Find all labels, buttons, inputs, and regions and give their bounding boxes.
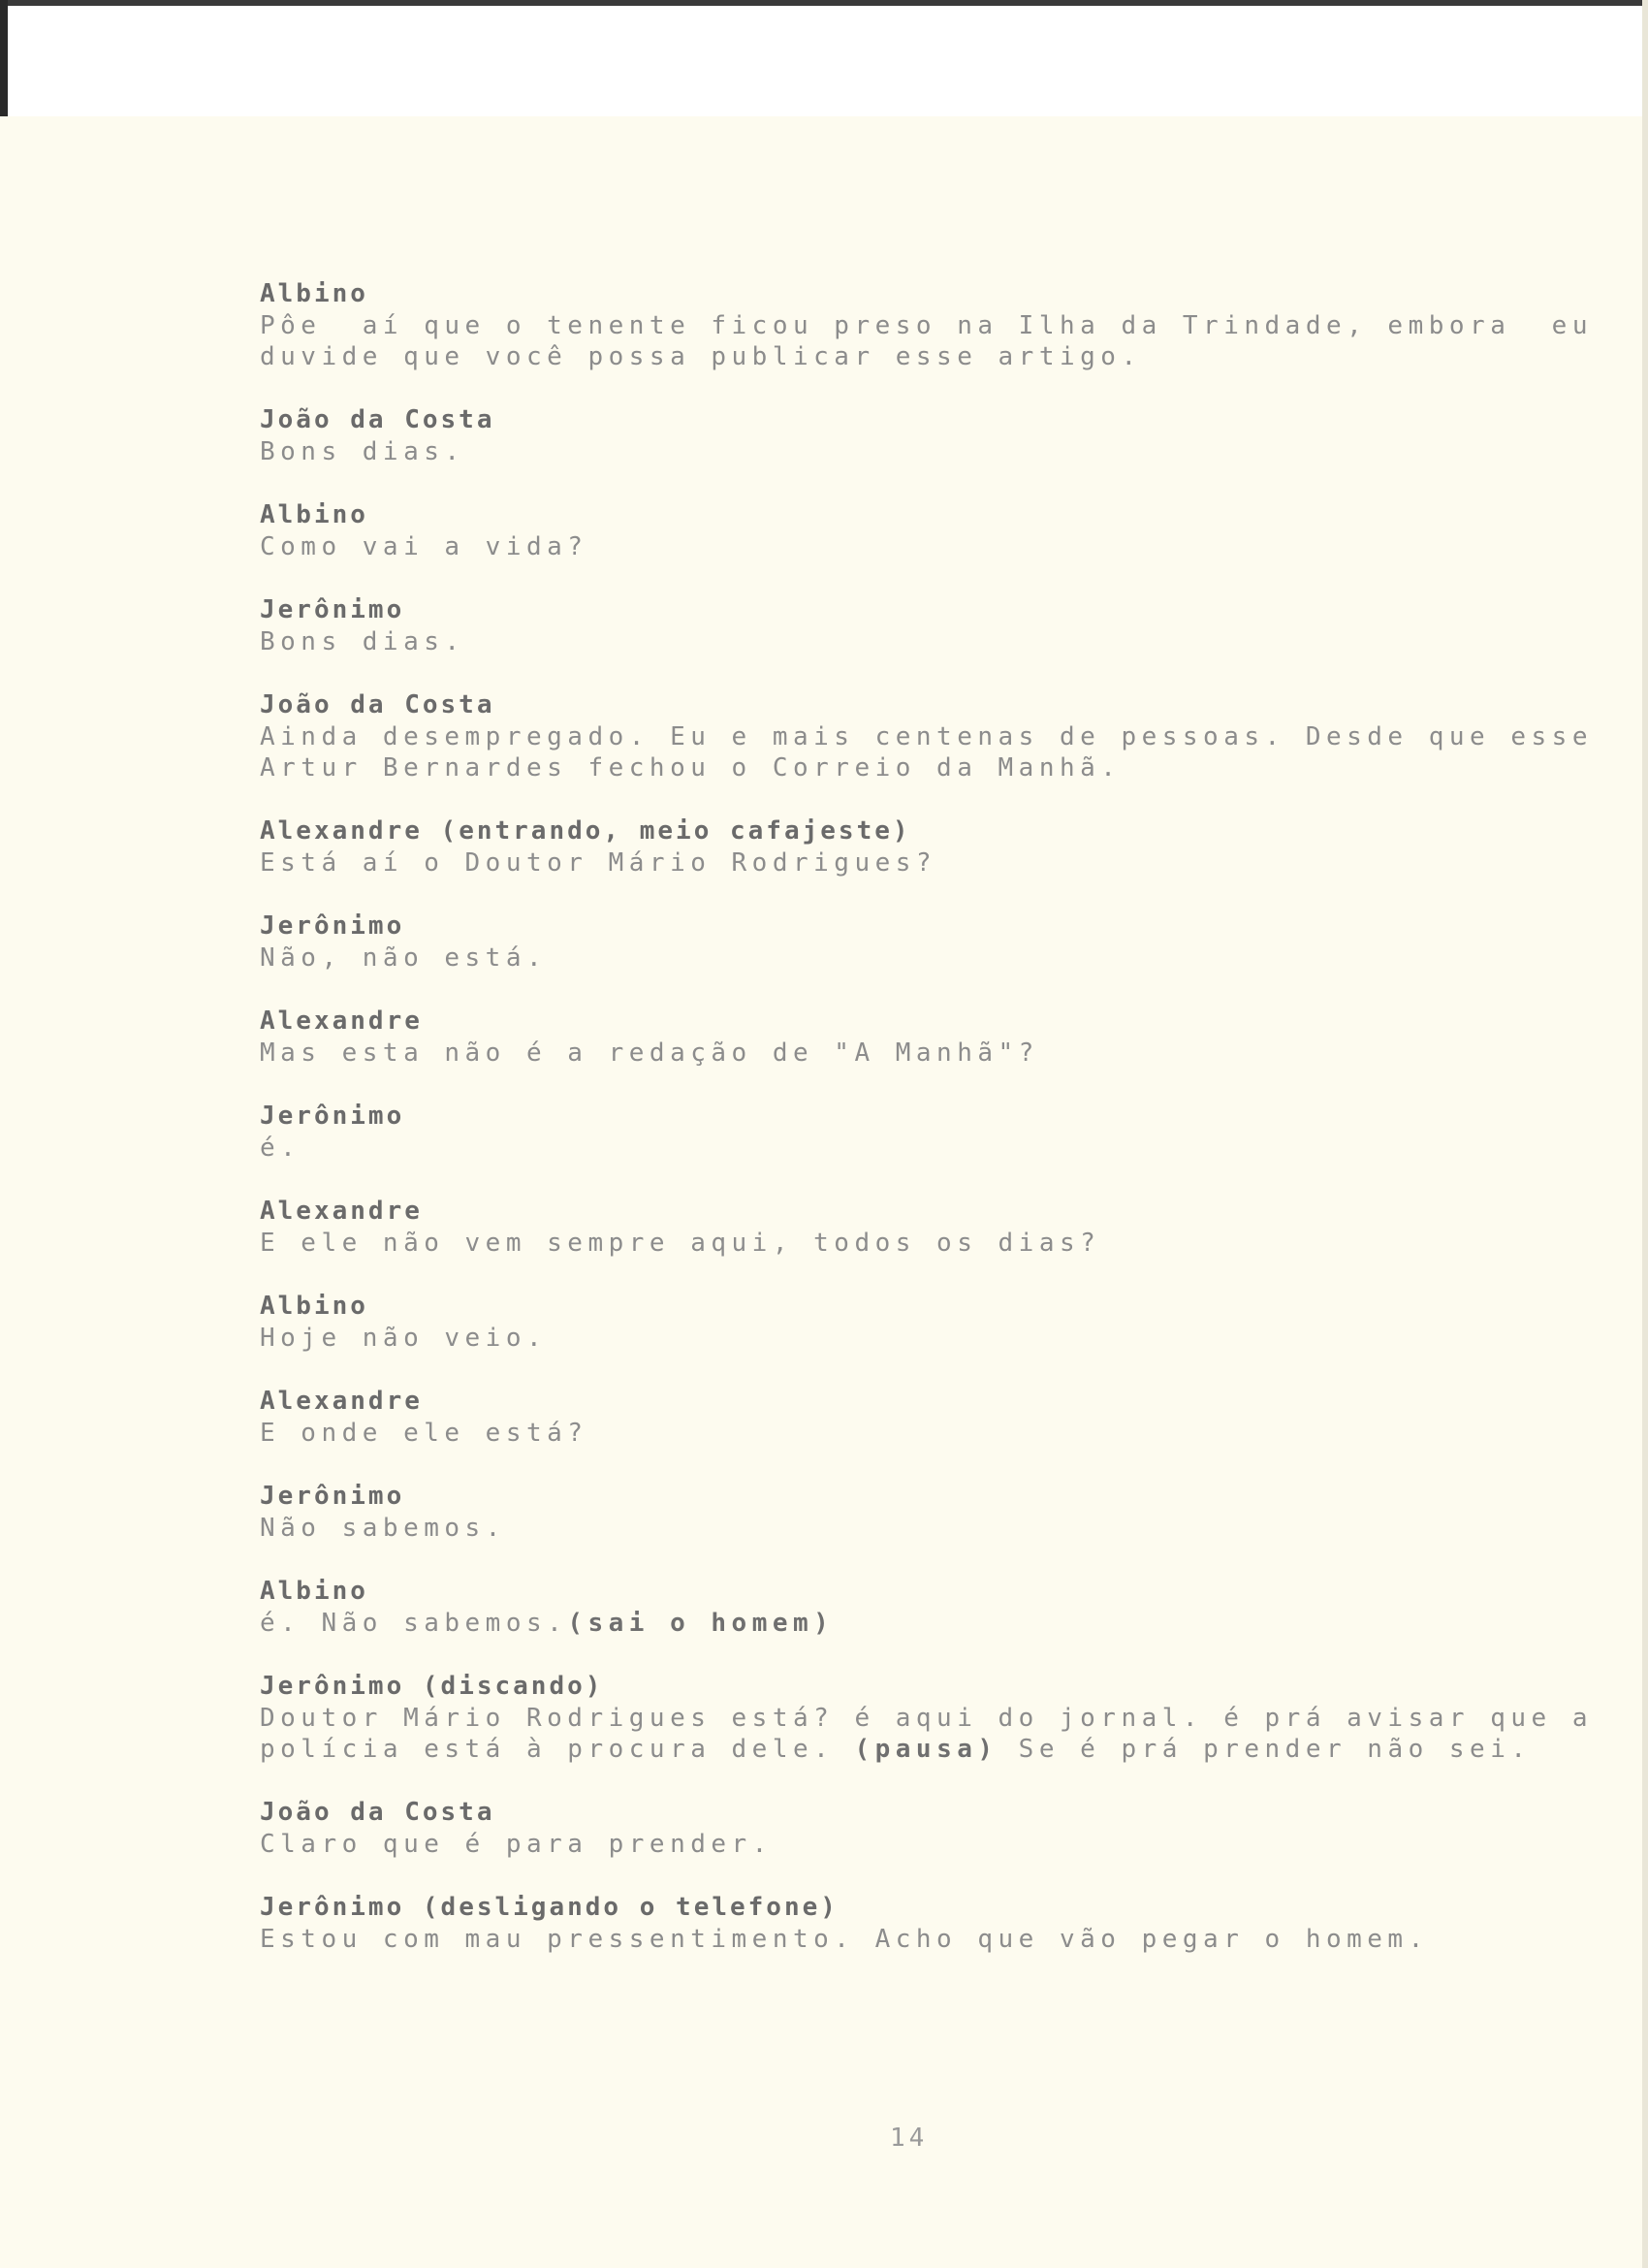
dialogue-line bbox=[260, 341, 1520, 372]
line-text: Claro que é para prender. bbox=[260, 1830, 773, 1859]
dialogue-block bbox=[260, 1796, 1520, 1860]
speaker-name bbox=[260, 1575, 1520, 1608]
speaker-label: Alexandre bbox=[260, 1387, 423, 1416]
speaker-name bbox=[260, 1005, 1520, 1038]
line-text: Hoje não veio. bbox=[260, 1324, 548, 1353]
dialogue-line bbox=[260, 1829, 1520, 1860]
dialogue-block bbox=[260, 910, 1520, 974]
scan-left-strip bbox=[0, 0, 8, 116]
speaker-label: João da Costa bbox=[260, 405, 495, 434]
dialogue-block bbox=[260, 1670, 1593, 1765]
line-text: polícia está à procura dele. bbox=[260, 1735, 855, 1764]
speaker-label: Jerônimo bbox=[260, 1672, 405, 1701]
speaker-name bbox=[260, 1670, 1520, 1703]
speaker-label: João da Costa bbox=[260, 690, 495, 719]
speaker-name bbox=[260, 1100, 1520, 1133]
line-text: Ainda desempregado. Eu e mais centenas de pessoas. Desde que esse bbox=[260, 722, 1593, 751]
dialogue-line bbox=[260, 436, 1520, 467]
page-right-edge bbox=[1642, 0, 1648, 2268]
dialogue-block bbox=[260, 593, 1520, 657]
stage-direction: (desligando o telefone) bbox=[404, 1893, 839, 1922]
line-text: Pôe aí que o tenente ficou preso na Ilha da Trindade, embora eu bbox=[260, 311, 1593, 340]
dialogue-line bbox=[260, 942, 1520, 974]
speaker-name bbox=[260, 1195, 1520, 1228]
speaker-label: Jerônimo bbox=[260, 595, 405, 624]
line-text: Mas esta não é a redação de "A Manhã"? bbox=[260, 1038, 1039, 1068]
speaker-name bbox=[260, 688, 1520, 721]
speaker-label: Albino bbox=[260, 500, 368, 529]
speaker-label: João da Costa bbox=[260, 1798, 495, 1827]
script-dialogue bbox=[260, 277, 1593, 1986]
speaker-label: Albino bbox=[260, 279, 368, 308]
speaker-name bbox=[260, 1891, 1520, 1924]
dialogue-line bbox=[260, 1924, 1520, 1955]
dialogue-block bbox=[260, 1575, 1520, 1639]
speaker-label: Jerônimo bbox=[260, 1482, 405, 1511]
dialogue-line bbox=[260, 721, 1593, 752]
line-text: Se é prá prender não sei. bbox=[998, 1735, 1532, 1764]
line-text: duvide que você possa publicar esse artigo. bbox=[260, 342, 1142, 371]
dialogue-line bbox=[260, 1228, 1520, 1259]
dialogue-block bbox=[260, 403, 1520, 467]
line-text: Não sabemos. bbox=[260, 1514, 506, 1543]
stage-direction: (discando) bbox=[404, 1672, 604, 1701]
dialogue-line bbox=[260, 1608, 1520, 1639]
speaker-name bbox=[260, 277, 1520, 310]
dialogue-line bbox=[260, 1038, 1520, 1069]
speaker-name bbox=[260, 593, 1520, 626]
dialogue-block bbox=[260, 1005, 1520, 1069]
dialogue-block bbox=[260, 277, 1593, 372]
dialogue-block bbox=[260, 1290, 1520, 1354]
speaker-label: Jerônimo bbox=[260, 1893, 405, 1922]
speaker-name bbox=[260, 1480, 1520, 1513]
speaker-name bbox=[260, 403, 1520, 436]
line-text: Bons dias. bbox=[260, 627, 465, 656]
dialogue-block bbox=[260, 1891, 1520, 1955]
speaker-label: Albino bbox=[260, 1292, 368, 1321]
line-text: é. Não sabemos. bbox=[260, 1609, 568, 1638]
line-text: Não, não está. bbox=[260, 943, 548, 973]
speaker-label: Alexandre bbox=[260, 1197, 423, 1226]
speaker-name bbox=[260, 1385, 1520, 1418]
line-text: Como vai a vida? bbox=[260, 532, 588, 561]
dialogue-block bbox=[260, 688, 1593, 783]
scan-top-margin bbox=[0, 0, 1648, 116]
stage-direction: (entrando, meio cafajeste) bbox=[422, 816, 911, 846]
speaker-name bbox=[260, 1290, 1520, 1323]
inline-direction: (pausa) bbox=[854, 1735, 998, 1764]
speaker-name bbox=[260, 910, 1520, 942]
line-text: Artur Bernardes fechou o Correio da Manhã. bbox=[260, 753, 1122, 783]
inline-direction: (sai o homem) bbox=[567, 1609, 835, 1638]
dialogue-line bbox=[260, 531, 1520, 562]
speaker-name bbox=[260, 1796, 1520, 1829]
line-text: Doutor Mário Rodrigues está? é aqui do jornal. é prá avisar que a bbox=[260, 1704, 1593, 1733]
dialogue-line bbox=[260, 752, 1520, 783]
dialogue-line bbox=[260, 1323, 1520, 1354]
dialogue-block bbox=[260, 1385, 1520, 1449]
speaker-label: Alexandre bbox=[260, 1006, 423, 1036]
dialogue-line bbox=[260, 1513, 1520, 1544]
speaker-label: Albino bbox=[260, 1577, 368, 1606]
page-number: 14 bbox=[890, 2124, 929, 2153]
dialogue-block bbox=[260, 1195, 1520, 1259]
speaker-name bbox=[260, 815, 1520, 847]
line-text: Bons dias. bbox=[260, 437, 465, 466]
dialogue-line bbox=[260, 310, 1593, 341]
dialogue-line bbox=[260, 847, 1520, 878]
line-text: Está aí o Doutor Mário Rodrigues? bbox=[260, 848, 937, 878]
dialogue-block bbox=[260, 1480, 1520, 1544]
dialogue-block bbox=[260, 815, 1520, 878]
line-text: é. bbox=[260, 1134, 301, 1163]
speaker-name bbox=[260, 498, 1520, 531]
dialogue-block bbox=[260, 1100, 1520, 1164]
speaker-label: Jerônimo bbox=[260, 1102, 405, 1131]
dialogue-line bbox=[260, 1418, 1520, 1449]
line-text: Estou com mau pressentimento. Acho que vão pegar o homem. bbox=[260, 1925, 1429, 1954]
scan-top-border bbox=[0, 0, 1648, 6]
dialogue-line bbox=[260, 626, 1520, 657]
line-text: E ele não vem sempre aqui, todos os dias? bbox=[260, 1229, 1101, 1258]
dialogue-line bbox=[260, 1133, 1520, 1164]
line-text: E onde ele está? bbox=[260, 1419, 588, 1448]
dialogue-line bbox=[260, 1734, 1532, 1765]
speaker-label: Alexandre bbox=[260, 816, 423, 846]
speaker-label: Jerônimo bbox=[260, 911, 405, 941]
dialogue-line bbox=[260, 1703, 1593, 1734]
dialogue-block bbox=[260, 498, 1520, 562]
